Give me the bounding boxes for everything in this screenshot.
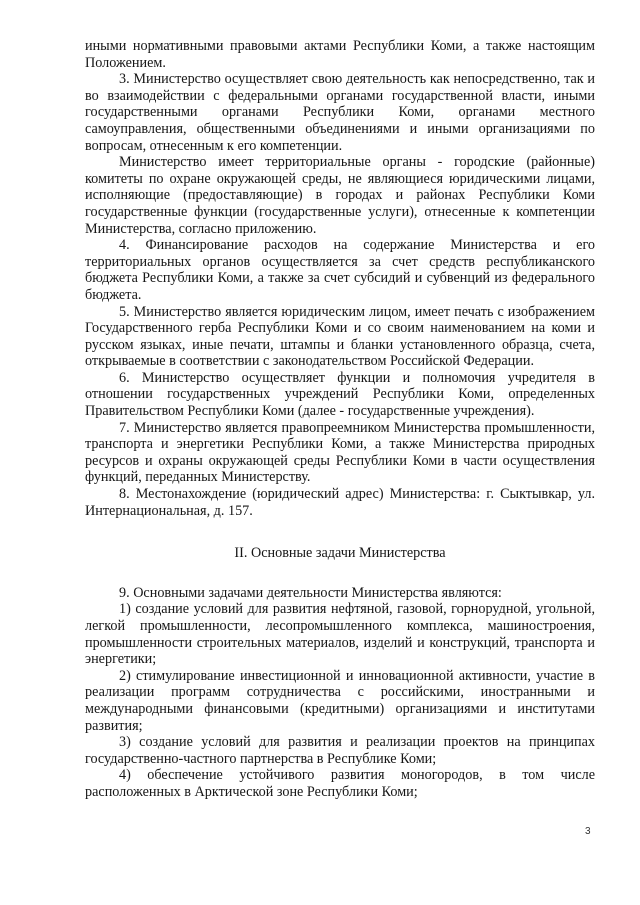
document-body — [85, 38, 595, 801]
paragraph-3: 3. Министерство осуществляет свою деятельность как непосредственно, так и во взаимодействии с федеральными органами государственной власти, иными государственными органами Республики Коми, органами местного самоуправления, общественными объединениями и иными организациями по вопросам, отнесенным к его компетенции. — [85, 71, 595, 154]
page-number: 3 — [585, 826, 591, 837]
paragraph-4: 4. Финансирование расходов на содержание Министерства и его территориальных органов осуществляется за счет средств республиканского бюджета Республики Коми, а также за счет субсидий и субвенций из федерального бюджета. — [85, 237, 595, 303]
paragraph-territorial-bodies: Министерство имеет территориальные органы - городские (районные) комитеты по охране окружающей среды, не являющиеся юридическими лицами, исполняющие (предоставляющие) в городах и районах Республики Коми государственные функции (государственные услуги), отнесенные к компетенции Министерства, согласно приложению. — [85, 154, 595, 237]
paragraph-5: 5. Министерство является юридическим лицом, имеет печать с изображением Государственного герба Республики Коми и со своим наименованием на коми и русском языках, иные печати, штампы и бланки установленного образца, счета, открываемые в соответствии с законодательством Российской Федерации. — [85, 303, 595, 370]
paragraph-7: 7. Министерство является правопреемником Министерства промышленности, транспорта и энергетики Республики Коми, а также Министерства природных ресурсов и охраны окружающей среды Республики Коми в части осуществления функций, переданных Министерству. — [85, 419, 595, 486]
paragraph-continuation: иными нормативными правовыми актами Республики Коми, а также настоящим Положением. — [85, 38, 595, 71]
paragraph-8: 8. Местонахождение (юридический адрес) Министерства: г. Сыктывкар, ул. Интернациональная, д. 157. — [85, 486, 595, 519]
list-item-3: 3) создание условий для развития и реализации проектов на принципах государственно-частного партнерства в Республике Коми; — [85, 734, 595, 767]
list-item-4: 4) обеспечение устойчивого развития моногородов, в том числе расположенных в Арктической зоне Республики Коми; — [85, 767, 595, 800]
paragraph-9: 9. Основными задачами деятельности Министерства являются: — [119, 584, 502, 601]
list-item-1: 1) создание условий для развития нефтяной, газовой, горнорудной, угольной, легкой промышленности, лесопромышленного комплекса, машиностроения, промышленности строительных материалов, изделий и конструкций, транспорта и энергетики; — [85, 601, 595, 668]
section-heading: II. Основные задачи Министерства — [234, 545, 446, 562]
paragraph-6: 6. Министерство осуществляет функции и полномочия учредителя в отношении государственных учреждений Республики Коми, определенных Правительством Республики Коми (далее - государственные учреждения). — [85, 369, 595, 420]
list-item-2: 2) стимулирование инвестиционной и инновационной активности, участие в реализации программ сотрудничества с российскими, иностранными и международными финансовыми (кредитными) организациями и институтами развития; — [85, 667, 595, 734]
